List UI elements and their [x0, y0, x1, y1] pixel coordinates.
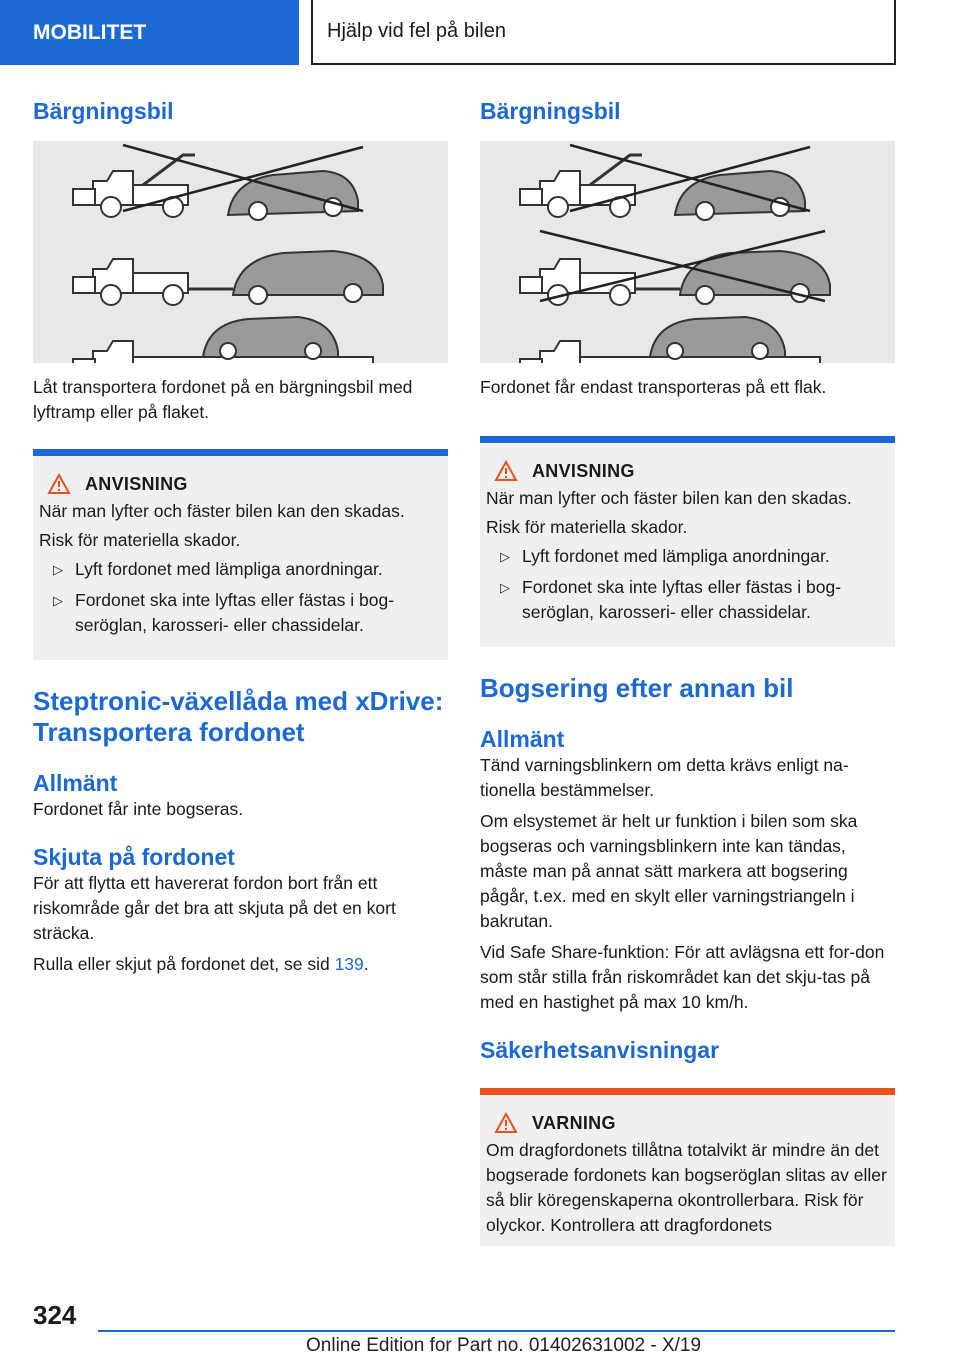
left-column	[33, 98, 448, 977]
bullet-triangle-icon: ▷	[500, 580, 510, 595]
section-tab[interactable]: MOBILITET	[0, 0, 299, 65]
notice-text: När man lyfter och fäster bilen kan den skadas.	[39, 501, 405, 521]
tow-truck-illustration-right	[480, 141, 895, 363]
notice-bar	[480, 436, 895, 443]
warning-triangle-icon	[494, 1112, 518, 1134]
paragraph-with-link: Rulla eller skjut på fordonet det, se sid 139.	[33, 954, 369, 974]
subheading-safety: Säkerhetsanvisningar	[480, 1037, 720, 1063]
notice-label: ANVISNING	[85, 473, 188, 494]
notice-box-left	[33, 449, 448, 660]
warning-label: VARNING	[532, 1112, 616, 1133]
paragraph: Fordonet får inte bogseras.	[33, 799, 244, 819]
subheading-push-vehicle: Skjuta på fordonet	[33, 844, 235, 870]
page-link[interactable]: 139	[334, 954, 364, 974]
paragraph: Om elsystemet är helt ur funktion i bilen som ska bogseras och varningsblinkern inte kan tändas, måste man på annat sätt markera att bogsering pågår, t.ex. med en skylt eller varningstriangeln i bakrutan.	[480, 811, 858, 931]
notice-text: När man lyfter och fäster bilen kan den skadas.	[486, 488, 852, 508]
bullet-triangle-icon: ▷	[53, 562, 63, 577]
caption-right: Fordonet får endast transporteras på ett flak.	[480, 377, 827, 397]
warning-bar	[480, 1088, 895, 1095]
list-item: ▷ Fordonet ska inte lyftas eller fästas i bog-seröglan, karosseri- eller chassidelar.	[53, 590, 395, 635]
paragraph: För att flytta ett havererat fordon bort från ett riskområde går det bra att skjuta på det en kort sträcka.	[33, 873, 396, 943]
notice-bar	[33, 449, 448, 456]
heading-tow-truck-left: Bärgningsbil	[33, 98, 174, 124]
warning-box	[480, 1088, 895, 1246]
bullet-triangle-icon: ▷	[500, 549, 510, 564]
footer-divider	[98, 1330, 895, 1332]
footer-edition: Online Edition for Part no. 01402631002 - X/19	[306, 1335, 702, 1356]
notice-box-right	[480, 436, 895, 647]
chapter-title: Hjälp vid fel på bilen	[311, 0, 896, 65]
notice-text: Risk för materiella skador.	[486, 517, 688, 537]
caption-left: Låt transportera fordonet på en bärgningsbil med lyftramp eller på flaket.	[33, 377, 413, 422]
heading-towing-other-car: Bogsering efter annan bil	[480, 673, 794, 703]
subheading-general: Allmänt	[33, 770, 118, 796]
list-item: ▷ Fordonet ska inte lyftas eller fästas i bog-seröglan, karosseri- eller chassidelar.	[500, 577, 842, 622]
heading-tow-truck-right: Bärgningsbil	[480, 98, 621, 124]
bullet-triangle-icon: ▷	[53, 593, 63, 608]
tow-truck-illustration-left	[33, 141, 448, 363]
notice-text: Risk för materiella skador.	[39, 530, 241, 550]
heading-steptronic: Steptronic-växellåda med xDrive: Transportera fordonet	[33, 686, 444, 747]
warning-triangle-icon	[47, 473, 71, 495]
paragraph: Tänd varningsblinkern om detta krävs enligt na-tionella bestämmelser.	[480, 755, 849, 800]
right-column	[480, 98, 895, 1246]
warning-triangle-icon	[494, 460, 518, 482]
paragraph: Vid Safe Share-funktion: För att avlägsna ett for-don som står stilla från riskområdet kan det skju-tas på med en hastighet på max 10 km/h.	[480, 942, 885, 1012]
page-number: 324	[33, 1300, 77, 1330]
notice-label: ANVISNING	[532, 460, 635, 481]
list-item: ▷ Lyft fordonet med lämpliga anordningar.	[500, 544, 889, 569]
warning-text: Om dragfordonets tillåtna totalvikt är mindre än det bogserade fordonets kan bogseröglan slitas av eller så blir köregenskaperna okontrollerbara. Risk för olyckor. Kontrollera att dragfordonets	[486, 1140, 887, 1235]
subheading-general: Allmänt	[480, 726, 565, 752]
list-item: ▷ Lyft fordonet med lämpliga anordningar.	[53, 557, 442, 582]
